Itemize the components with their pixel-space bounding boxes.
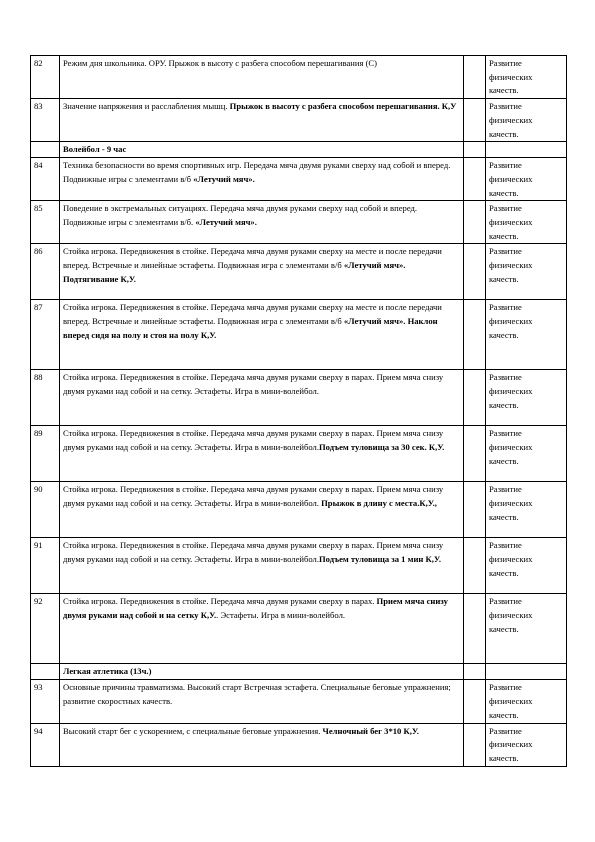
activity-type: Развитие физических качеств. [486,300,567,370]
topic-bold-text: Подъем туловища за 30 сек. К,У. [318,442,445,453]
activity-type: Развитие физических качеств. [486,680,567,723]
table-body [31,56,567,767]
table-row [31,426,567,482]
lesson-topic [60,244,464,300]
table-row [31,201,567,244]
empty-cell [464,201,486,244]
table-row [31,482,567,538]
activity-type: Развитие физических качеств. [486,426,567,482]
table-row [31,56,567,99]
lesson-number: 93 [31,680,60,723]
topic-text: Значение напряжения и расслабления мышц. [63,101,230,112]
empty-cell [464,426,486,482]
table-row [31,300,567,370]
topic-text: Стойка игрока. Передвижения в стойке. Передача мяча двумя руками сверху в парах. Прием мяча снизу двумя руками над собой и на сетку. Эстафеты. Игра в мини-волейбол. [63,372,444,397]
lesson-number: 94 [31,723,60,766]
empty-cell [464,244,486,300]
lesson-topic [60,56,464,99]
lesson-topic [60,201,464,244]
empty-cell [464,56,486,99]
topic-text: Основные причины травматизма. Высокий старт Встречная эстафета. Специальные беговые упражнения; развитие скоростных качеств. [63,682,451,707]
empty-cell [464,538,486,594]
topic-tail-text: . Эстафеты. Игра в мини-волейбол. [216,610,346,621]
lesson-number: 87 [31,300,60,370]
lesson-topic [60,370,464,426]
lesson-number: 82 [31,56,60,99]
topic-text: Стойка игрока. Передвижения в стойке. Передача мяча двумя руками сверху в парах. [63,596,377,607]
activity-type [486,142,567,158]
lesson-topic [60,538,464,594]
topic-text: Стойка игрока. Передвижения в стойке. Передача мяча двумя руками сверху на месте и после передачи вперед. Встречные и линейные эстафеты. Подвижная игра с элементами в/б [63,246,442,271]
topic-text: Техника безопасности во время спортивных игр. Передача мяча двумя руками сверху над собой и вперед. Подвижные игры с элементами в/б [63,160,451,184]
lesson-plan-table [30,55,567,767]
lesson-number [31,664,60,680]
activity-type: Развитие физических качеств. [486,158,567,201]
lesson-number: 84 [31,158,60,201]
activity-type: Развитие физических качеств. [486,201,567,244]
topic-bold-text: «Летучий мяч». Подтягивание К,У. [63,260,406,284]
lesson-topic [60,426,464,482]
topic-text: Поведение в экстремальных ситуациях. Передача мяча двумя руками сверху над собой и вперед. Подвижные игры с элементами в/б. [63,203,418,228]
lesson-topic [60,594,464,664]
topic-bold-text: Прыжок в высоту с разбега способом перешагивания. К,У [229,101,457,112]
lesson-number: 92 [31,594,60,664]
table-row [31,244,567,300]
lesson-topic [60,300,464,370]
topic-bold-text: Подъем туловища за 1 мин К,У. [318,554,441,565]
activity-type: Развитие физических качеств. [486,723,567,766]
topic-bold-text: Челночный бег 3*10 К,У. [322,725,419,736]
activity-type: Развитие физических качеств. [486,99,567,142]
topic-bold-text: «Летучий мяч». [195,217,257,228]
lesson-number: 90 [31,482,60,538]
table-row [31,99,567,142]
section-title-cell [60,664,464,680]
table-row [31,680,567,723]
topic-text: Режим дня школьника. ОРУ. Прыжок в высоту с разбега способом перешагивания (С) [63,58,378,68]
topic-bold-text: «Летучий мяч». [193,173,255,184]
table-row [31,723,567,766]
activity-type [486,664,567,680]
empty-cell [464,158,486,201]
activity-type: Развитие физических качеств. [486,482,567,538]
empty-cell [464,680,486,723]
topic-bold-text: Прыжок в длину с места.К,У., [321,498,437,509]
activity-type: Развитие физических качеств. [486,594,567,664]
section-row [31,664,567,680]
section-title-cell [60,142,464,158]
topic-bold-text: Прием мяча снизу двумя руками над собой и на сетку К,У. [63,596,448,621]
empty-cell [464,99,486,142]
lesson-topic [60,158,464,201]
topic-bold-text: Легкая атлетика (13ч.) [63,666,152,677]
lesson-number: 88 [31,370,60,426]
activity-type: Развитие физических качеств. [486,370,567,426]
topic-text: Стойка игрока. Передвижения в стойке. Передача мяча двумя руками сверху на месте и после передачи вперед. Встречные и линейные эстафеты. Подвижная игра с элементами в/б [63,302,442,327]
activity-type: Развитие физических качеств. [486,244,567,300]
lesson-number: 83 [31,99,60,142]
topic-text: Стойка игрока. Передвижения в стойке. Передача мяча двумя руками сверху в парах. Прием мяча снизу двумя руками над собой и на сетку. Эстафеты. Игра в мини-волейбол. [63,540,444,565]
lesson-topic [60,482,464,538]
empty-cell [464,300,486,370]
table-row [31,158,567,201]
lesson-topic [60,680,464,723]
lesson-number: 85 [31,201,60,244]
lesson-number [31,142,60,158]
empty-cell [464,142,486,158]
lesson-number: 86 [31,244,60,300]
lesson-number: 91 [31,538,60,594]
empty-cell [464,482,486,538]
empty-cell [464,594,486,664]
topic-bold-text: «Летучий мяч». Наклон вперед сидя на полу и стоя на полу К,У. [63,316,438,340]
topic-text: Высокий старт бег с ускорением, с специальные беговые упражнения. [63,725,323,736]
section-row [31,142,567,158]
empty-cell [464,664,486,680]
table-row [31,370,567,426]
table-row [31,594,567,664]
lesson-number: 89 [31,426,60,482]
activity-type: Развитие физических качеств. [486,56,567,99]
topic-text: Стойка игрока. Передвижения в стойке. Передача мяча двумя руками сверху в парах. Прием мяча снизу двумя руками над собой и на сетку. Эстафеты. Игра в мини-волейбол. [63,484,444,509]
topic-text: Стойка игрока. Передвижения в стойке. Передача мяча двумя руками сверху в парах. Прием мяча снизу двумя руками над собой и на сетку. Эстафеты. Игра в мини-волейбол. [63,428,444,453]
table-row [31,538,567,594]
lesson-topic [60,99,464,142]
activity-type: Развитие физических качеств. [486,538,567,594]
lesson-topic [60,723,464,766]
empty-cell [464,370,486,426]
empty-cell [464,723,486,766]
topic-bold-text: Волейбол - 9 час [63,144,127,155]
